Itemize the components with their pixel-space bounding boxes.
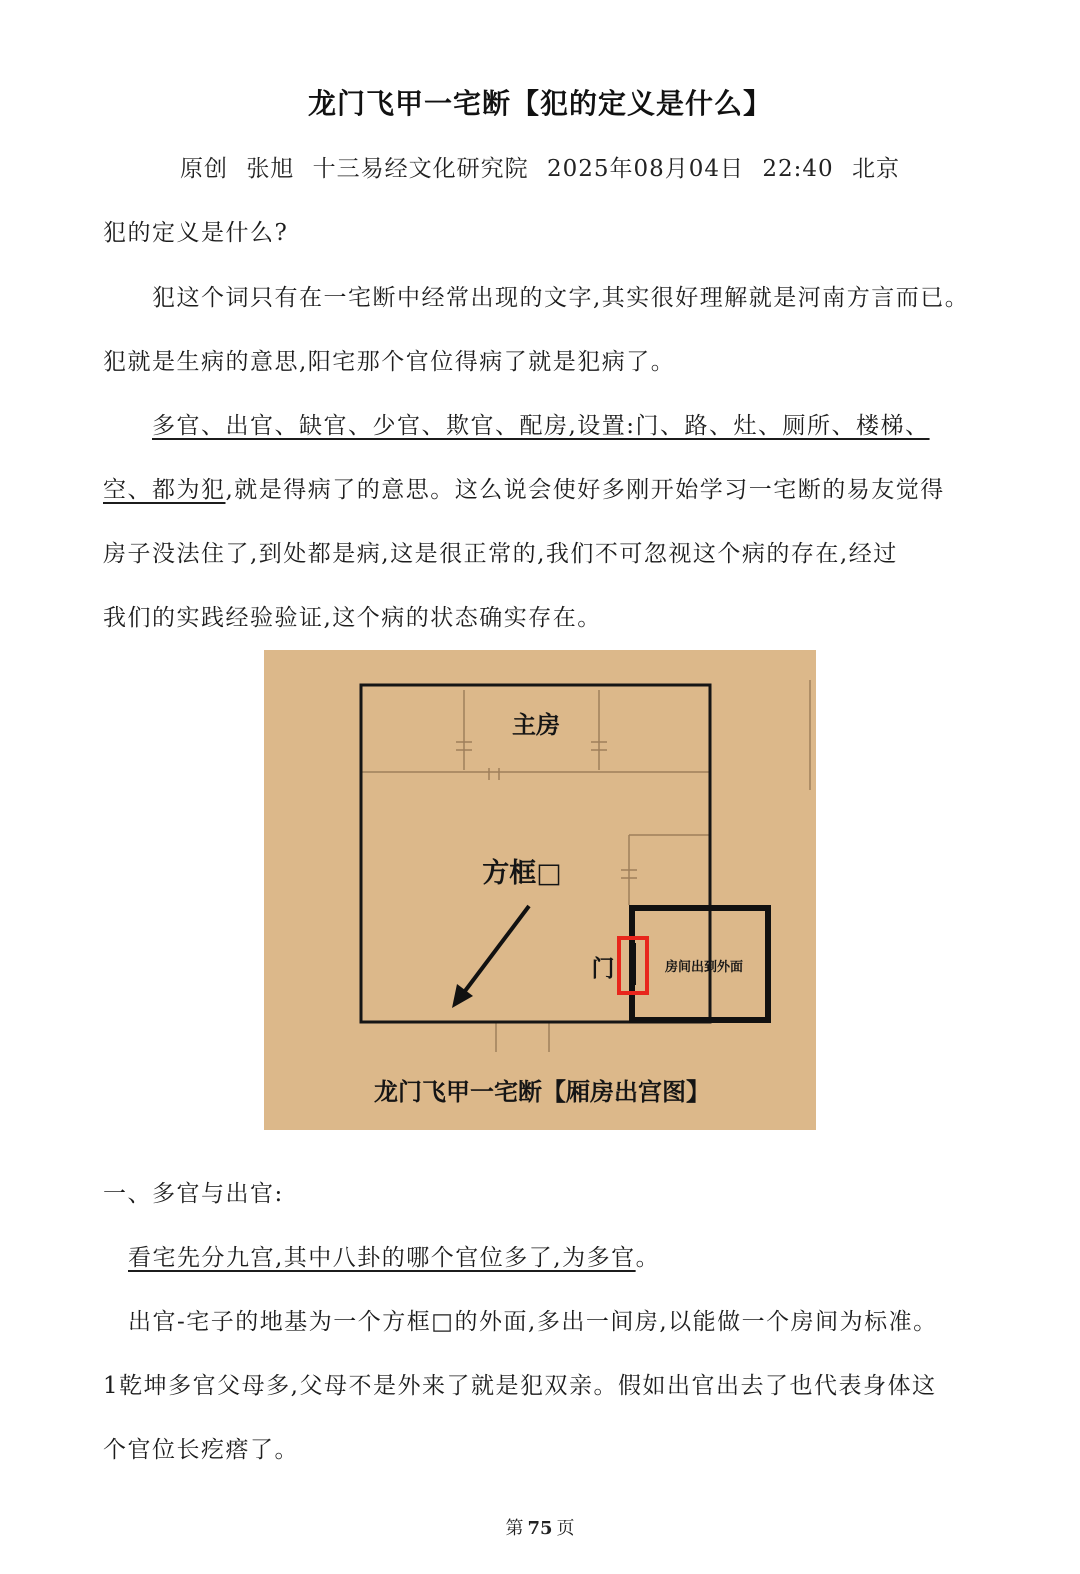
article-meta: [0, 150, 1080, 183]
page-suffix: 页: [556, 1518, 575, 1539]
section-1-line-4: 个官位长疙瘩了。: [103, 1437, 299, 1463]
paragraph-2-line-1: 多官、出官、缺官、少官、欺官、配房,设置:门、路、灶、厕所、楼梯、: [152, 413, 930, 439]
floor-plan-diagram: [264, 650, 816, 1130]
floor-plan-figure: [264, 650, 816, 1130]
section-1-line-1: [128, 1242, 660, 1274]
paragraph-2-line-3: 房子没法住了,到处都是病,这是很正常的,我们不可忽视这个病的存在,经过: [103, 541, 898, 567]
meta-location: 北京: [851, 156, 900, 182]
main-room-label: 主房: [512, 711, 560, 739]
question-line: 犯的定义是什么?: [103, 220, 289, 246]
section-1-line-3: 1乾坤多官父母多,父母不是外来了就是犯双亲。假如出官出去了也代表身体这: [103, 1373, 937, 1399]
section-1-line-1-end: 。: [635, 1245, 661, 1271]
meta-time: 22:40: [762, 156, 834, 182]
page-prefix: 第: [505, 1518, 524, 1539]
square-label: 方框□: [482, 858, 562, 889]
page-footer: [0, 1514, 1080, 1540]
door-label: 门: [591, 956, 615, 982]
meta-origin: 原创: [180, 156, 229, 182]
page-number: 75: [527, 1518, 553, 1539]
meta-author: 张旭: [246, 156, 295, 182]
paragraph-1-line-1: 犯这个词只有在一宅断中经常出现的文字,其实很好理解就是河南方言而已。: [152, 285, 970, 311]
paragraph-2-underlined: 空、都为犯: [103, 477, 226, 503]
outside-room-label: 房间出到外面: [664, 960, 744, 975]
paragraph-1-line-2: 犯就是生病的意思,阳宅那个官位得病了就是犯病了。: [103, 349, 676, 375]
paragraph-2-line-2-rest: ,就是得病了的意思。这么说会使好多刚开始学习一宅断的易友觉得: [225, 477, 945, 503]
article-title: 龙门飞甲一宅断【犯的定义是什么】: [307, 87, 772, 120]
sketch-lines: [361, 680, 810, 1052]
paragraph-2-line-4: 我们的实践经验验证,这个病的状态确实存在。: [103, 605, 602, 631]
meta-date: 2025年08月04日: [546, 156, 745, 182]
meta-org: 十三易经文化研究院: [312, 156, 529, 182]
door-mark: [630, 943, 636, 985]
figure-caption: 龙门飞甲一宅断【厢房出宫图】: [374, 1078, 710, 1106]
paragraph-2-line-2: [103, 474, 945, 506]
section-1-line-2: 出官-宅子的地基为一个方框□的外面,多出一间房,以能做一个房间为标准。: [128, 1309, 938, 1335]
arrow-line: [462, 906, 529, 995]
section-1-heading: 一、多官与出官:: [103, 1181, 284, 1207]
section-1-underlined: 看宅先分九宫,其中八卦的哪个官位多了,为多官: [128, 1245, 636, 1271]
